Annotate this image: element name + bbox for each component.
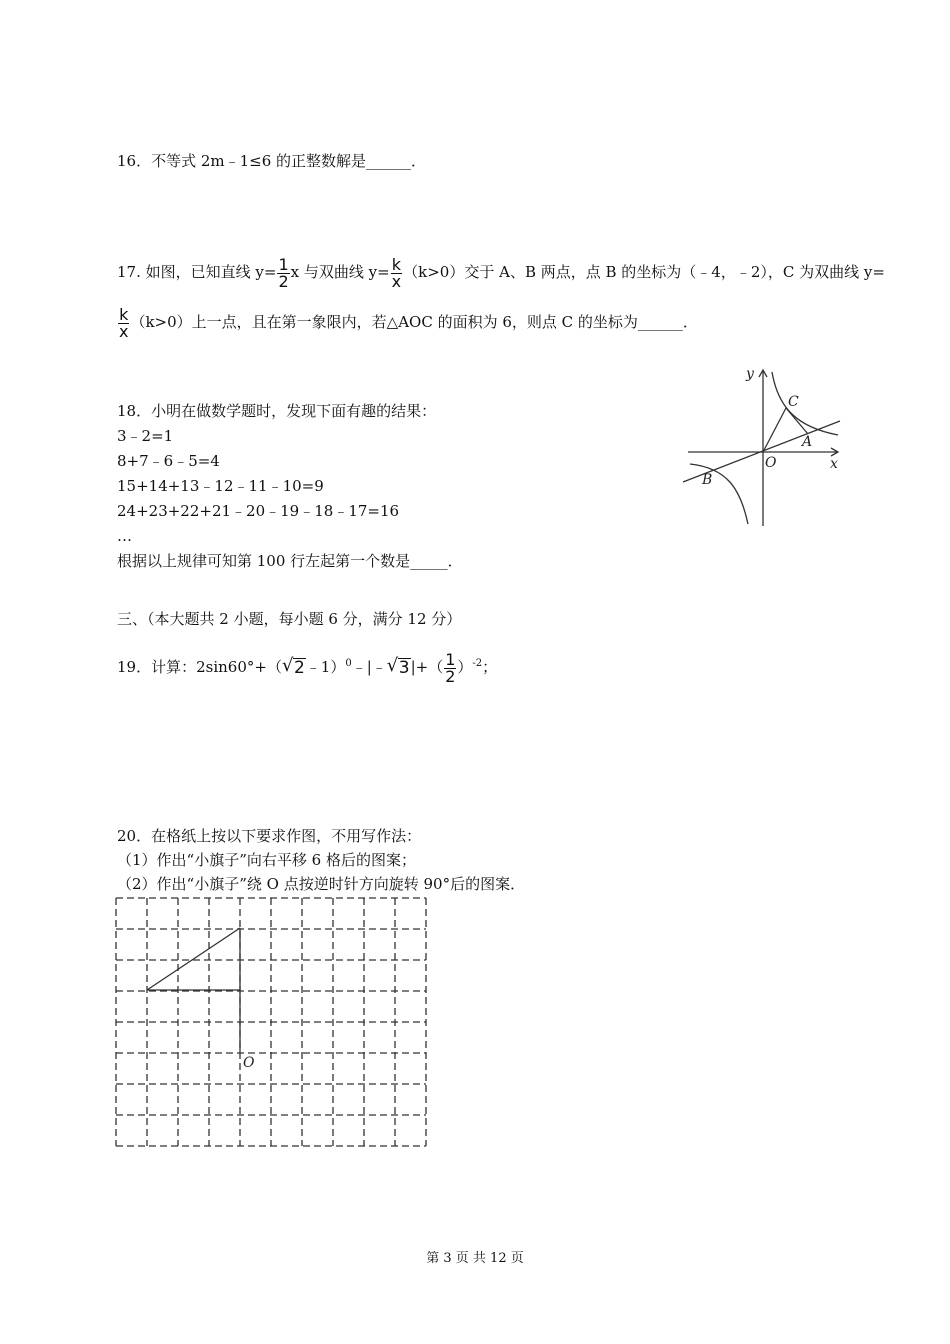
fraction-denominator: 2 (445, 666, 456, 686)
q18-row-4: 24+23+22+21﹣20﹣19﹣18﹣17=16 (117, 502, 400, 520)
q19-text-f: ； (482, 658, 498, 676)
q19-text-b: ﹣1） (305, 658, 346, 676)
q18-question: 根据以上规律可知第 100 行左起第一个数是_____． (117, 552, 463, 570)
radicand: 3 (398, 658, 410, 678)
q19-text-c: ﹣|﹣ (351, 658, 387, 676)
graph-label-b: B (702, 472, 713, 488)
flag-hypotenuse (147, 928, 240, 990)
q19-text-a: 19．计算：2sin60°+（ (117, 658, 282, 676)
q17-fraction-half (277, 254, 289, 291)
section-3-title: 三、（本大题共 2 小题，每小题 6 分，满分 12 分） (117, 610, 462, 628)
radical-sign-icon: √ (281, 655, 294, 676)
graph-label-x: x (830, 456, 838, 472)
segment-oc (763, 408, 786, 452)
q17-fraction-k-over-x (391, 254, 402, 291)
graph-label-o: O (765, 455, 777, 471)
small-flag (147, 928, 240, 1052)
hyperbola-branch-third-quadrant (690, 464, 748, 524)
fraction-numerator: k (119, 304, 129, 324)
q19-expression (117, 644, 497, 688)
graph-label-y: y (746, 366, 754, 382)
q20-item-2: （2）作出“小旗子”绕 O 点按逆时针方向旋转 90°后的图案． (117, 875, 526, 893)
fraction-numerator: 1 (278, 254, 289, 274)
fraction-numerator: 1 (445, 649, 456, 669)
q17-fraction-k-over-x-2 (118, 304, 129, 341)
q18-intro: 18．小明在做数学题时，发现下面有趣的结果： (117, 402, 437, 420)
q17-text-a: 17. 如图，已知直线 y= (117, 263, 277, 281)
q20-intro: 20．在格纸上按以下要求作图，不用写作法： (117, 827, 422, 845)
q18-row-2: 8+7﹣6﹣5=4 (117, 452, 220, 470)
q20-item-1: （1）作出“小旗子”向右平移 6 格后的图案； (117, 851, 416, 869)
q19-sqrt-3 (387, 648, 411, 688)
fraction-numerator: k (391, 254, 402, 274)
grid-label-o: O (243, 1055, 255, 1071)
fraction-denominator: x (119, 321, 129, 341)
q17-line1 (117, 254, 885, 290)
q19-text-d: |+（ (410, 658, 444, 676)
fraction-denominator: 2 (278, 271, 289, 291)
fraction-denominator: x (391, 271, 402, 291)
radical-sign-icon: √ (386, 655, 399, 676)
q19-exponent-zero: 0 (345, 658, 352, 669)
graph-label-c: C (788, 394, 799, 410)
q17-text-c: （k>0）交于 A、B 两点，点 B 的坐标为（﹣4，﹣2），C 为双曲线 y= (403, 263, 885, 281)
q18-row-ellipsis: … (117, 527, 132, 545)
q18-row-3: 15+14+13﹣12﹣11﹣10=9 (117, 477, 324, 495)
q19-sqrt-2 (282, 648, 306, 688)
q19-exponent-neg-two: -2 (472, 658, 483, 669)
q18-row-1: 3﹣2=1 (117, 427, 174, 445)
page-footer: 第 3 页 共 12 页 (426, 1251, 524, 1266)
q17-line2 (117, 304, 698, 340)
q16-text: 16．不等式 2m﹣1≤6 的正整数解是______． (117, 152, 427, 170)
dashed-grid (116, 898, 426, 1146)
segment-ca (786, 408, 808, 434)
q20-grid-figure (110, 892, 435, 1152)
q17-text-line2: （k>0）上一点，且在第一象限内，若△AOC 的面积为 6，则点 C 的坐标为______． (130, 313, 698, 331)
q19-fraction-half (444, 649, 456, 686)
graph-label-a: A (802, 434, 813, 450)
radicand: 2 (293, 658, 305, 678)
q17-hyperbola-graph (678, 362, 848, 530)
q17-text-b: x 与双曲线 y= (290, 263, 390, 281)
q19-text-e: ） (457, 658, 473, 676)
